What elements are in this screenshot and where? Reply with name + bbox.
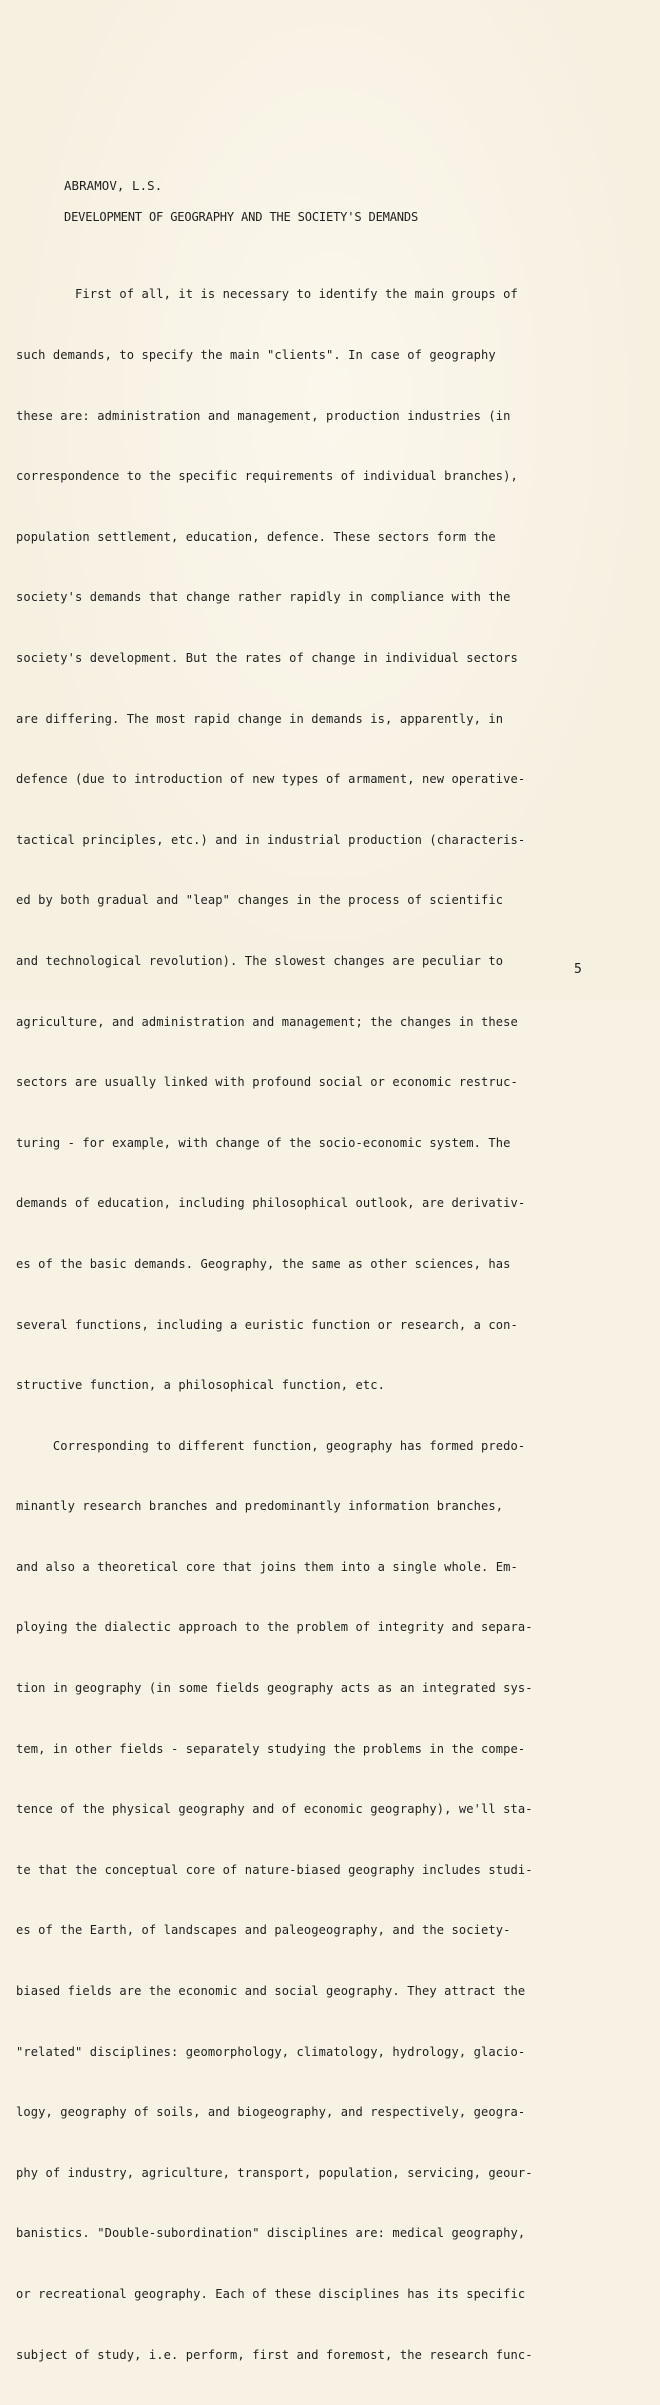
text-line: population settlement, education, defence. These sectors form the <box>16 529 496 544</box>
text-line: Corresponding to different function, geography has formed predo- <box>16 1438 526 1453</box>
text-line: es of the Earth, of landscapes and paleogeography, and the society- <box>16 1923 511 1938</box>
text-line: society's development. But the rates of change in individual sectors <box>16 650 518 665</box>
text-line: es of the basic demands. Geography, the same as other sciences, has <box>16 1256 511 1271</box>
text-line: te that the conceptual core of nature-biased geography includes studi- <box>16 1862 533 1877</box>
document-title: DEVELOPMENT OF GEOGRAPHY AND THE SOCIETY'S DEMANDS <box>64 210 419 224</box>
text-line: tion in geography (in some fields geography acts as an integrated sys- <box>16 1681 533 1696</box>
text-line: these are: administration and management, production industries (in <box>16 408 511 423</box>
text-line: "related" disciplines: geomorphology, climatology, hydrology, glacio- <box>16 2044 526 2059</box>
text-line: minantly research branches and predominantly information branches, <box>16 1499 504 1514</box>
author-name: ABRAMOV, L.S. <box>64 178 163 193</box>
text-line: correspondence to the specific requirements of individual branches), <box>16 469 518 484</box>
text-line: structive function, a philosophical function, etc. <box>16 1378 386 1393</box>
text-line: turing - for example, with change of the socio-economic system. The <box>16 1135 511 1150</box>
text-line: banistics. "Double-subordination" disciplines are: medical geography, <box>16 2226 526 2241</box>
text-line: sectors are usually linked with profound social or economic restruc- <box>16 1075 518 1090</box>
text-line: demands of education, including philosophical outlook, are derivativ- <box>16 1196 526 1211</box>
text-line: agriculture, and administration and management; the changes in these <box>16 1014 518 1029</box>
text-line: tem, in other fields - separately studying the problems in the compe- <box>16 1741 526 1756</box>
text-line: and also a theoretical core that joins them into a single whole. Em- <box>16 1559 518 1574</box>
text-line: First of all, it is necessary to identify the main groups of <box>16 287 518 302</box>
text-line: tence of the physical geography and of economic geography), we'll sta- <box>16 1802 533 1817</box>
text-line: subject of study, i.e. perform, first and foremost, the research func- <box>16 2347 533 2362</box>
text-line: are differing. The most rapid change in demands is, apparently, in <box>16 711 504 726</box>
text-line: biased fields are the economic and social geography. They attract the <box>16 1984 526 1999</box>
text-line: ploying the dialectic approach to the problem of integrity and separa- <box>16 1620 533 1635</box>
text-line: phy of industry, agriculture, transport, population, servicing, geour- <box>16 2165 533 2180</box>
text-line: society's demands that change rather rapidly in compliance with the <box>16 590 511 605</box>
text-line: defence (due to introduction of new types of armament, new operative- <box>16 772 526 787</box>
text-line: such demands, to specify the main "clients". In case of geography <box>16 348 496 362</box>
text-line: several functions, including a euristic function or research, a con- <box>16 1317 518 1332</box>
text-line: and technological revolution). The slowest changes are peculiar to <box>16 953 504 968</box>
text-line: ed by both gradual and "leap" changes in the process of scientific <box>16 893 504 908</box>
page-number: 5 <box>574 962 582 977</box>
text-line: logy, geography of soils, and biogeography, and respectively, geogra- <box>16 2105 526 2120</box>
text-line: or recreational geography. Each of these disciplines has its specific <box>16 2287 526 2301</box>
body-text <box>16 244 533 2405</box>
text-line: tactical principles, etc.) and in industrial production (characteris- <box>16 832 526 847</box>
